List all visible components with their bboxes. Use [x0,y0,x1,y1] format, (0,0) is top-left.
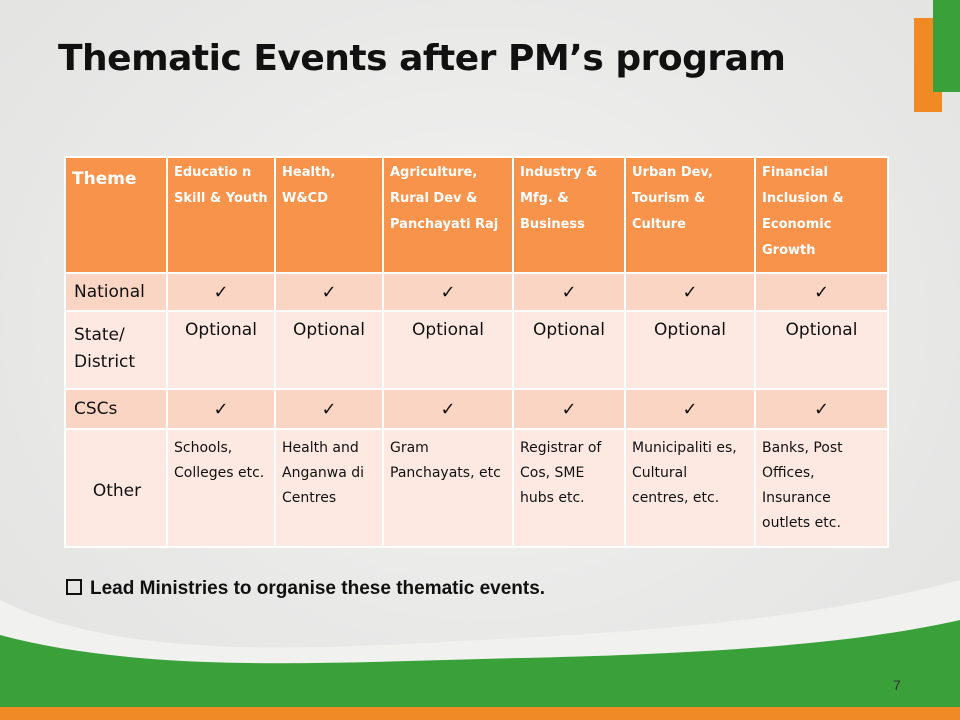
check-icon: ✓ [625,273,755,311]
table-cell: Health and Anganwa di Centres [275,429,383,547]
header-health: Health, W&CD [275,157,383,273]
check-icon: ✓ [275,389,383,429]
table-row-cscs [65,389,888,429]
table-cell: Optional [755,311,888,389]
row-label: Other [65,429,167,547]
table-row-state-district [65,311,888,389]
check-icon: ✓ [755,389,888,429]
row-label: National [65,273,167,311]
table-cell: Banks, Post Offices, Insurance outlets etc. [755,429,888,547]
table-cell: Schools, Colleges etc. [167,429,275,547]
table-header-row [65,157,888,273]
row-label: State/ District [65,311,167,389]
check-icon: ✓ [755,273,888,311]
row-label: CSCs [65,389,167,429]
page-number: 7 [893,677,901,693]
note-text: Lead Ministries to organise these thematic events. [90,578,546,599]
lead-ministries-note [66,578,545,600]
header-education: Educatio n Skill & Youth [167,157,275,273]
table-row-other [65,429,888,547]
header-agriculture: Agriculture, Rural Dev & Panchayati Raj [383,157,513,273]
check-icon: ✓ [383,389,513,429]
table-cell: Optional [167,311,275,389]
header-theme: Theme [65,157,167,273]
check-icon: ✓ [275,273,383,311]
table-cell: Optional [383,311,513,389]
check-icon: ✓ [513,389,625,429]
check-icon: ✓ [167,273,275,311]
checkbox-bullet-icon [66,579,82,595]
check-icon: ✓ [383,273,513,311]
header-urban-dev: Urban Dev, Tourism & Culture [625,157,755,273]
green-accent-bar [933,0,960,92]
bottom-orange-strip [0,707,960,720]
table-cell: Gram Panchayats, etc [383,429,513,547]
table-row-national [65,273,888,311]
header-industry: Industry & Mfg. & Business [513,157,625,273]
table-cell: Registrar of Cos, SME hubs etc. [513,429,625,547]
table-cell: Municipaliti es, Cultural centres, etc. [625,429,755,547]
check-icon: ✓ [167,389,275,429]
table-cell: Optional [275,311,383,389]
check-icon: ✓ [513,273,625,311]
table-cell: Optional [513,311,625,389]
thematic-events-table [64,156,887,548]
header-financial-inclusion: Financial Inclusion & Economic Growth [755,157,888,273]
table-cell: Optional [625,311,755,389]
slide-title: Thematic Events after PM’s program [58,38,786,79]
bottom-decoration [0,540,960,720]
check-icon: ✓ [625,389,755,429]
